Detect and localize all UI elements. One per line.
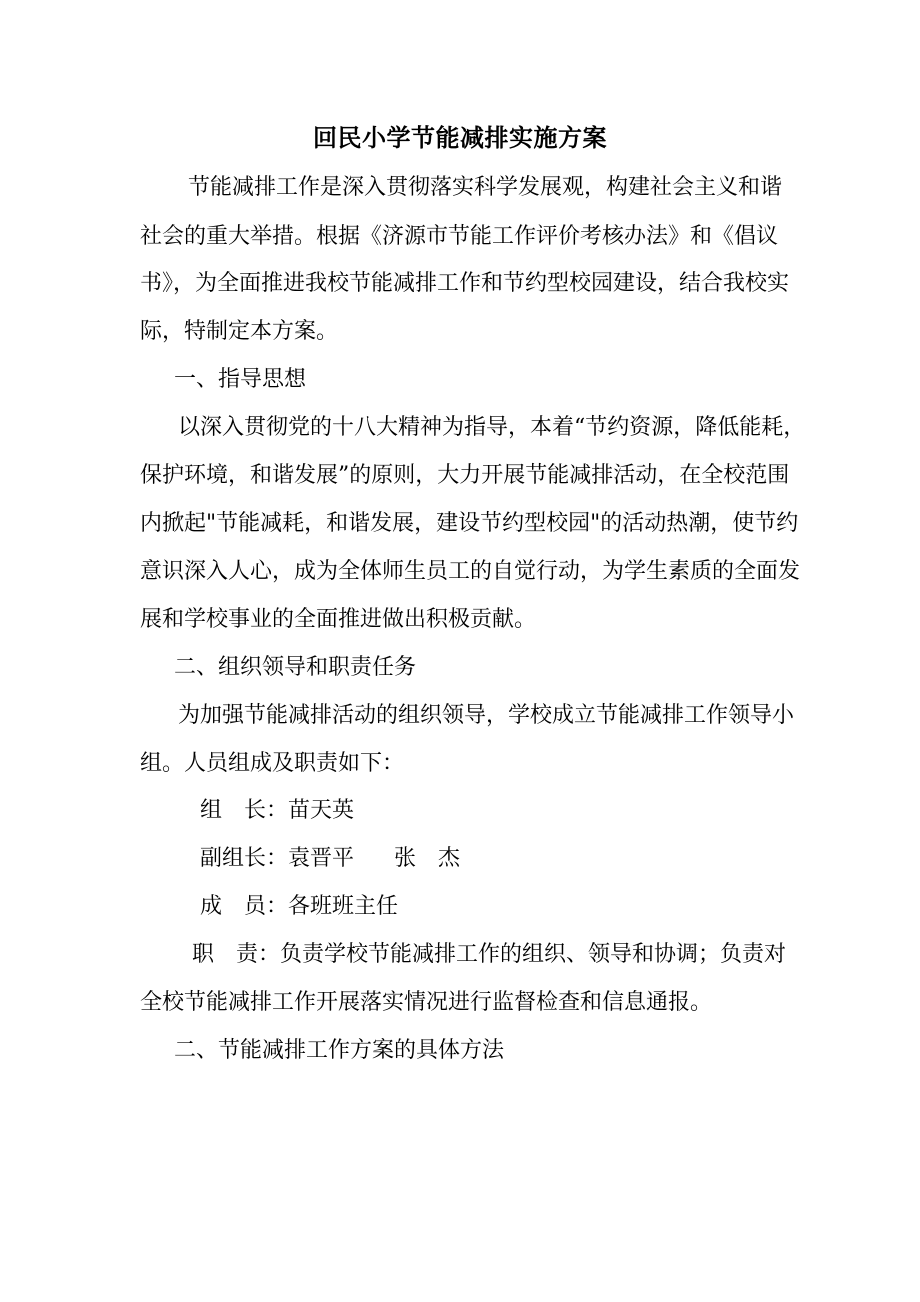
section1-line-3: 内掀起"节能减耗，和谐发展，建设节约型校园"的活动热潮，使节约 — [140, 511, 799, 536]
section1-line-2: 保护环境，和谐发展”的原则，大力开展节能减排活动，在全校范围 — [140, 463, 790, 488]
member-row — [200, 893, 398, 921]
intro-line-1: 节能减排工作是深入贯彻落实科学发展观，构建社会主义和谐 — [188, 175, 783, 200]
deputy-row — [200, 845, 460, 873]
section1-heading: 一、指导思想 — [174, 367, 307, 392]
section1-line-4: 意识深入人心，成为全体师生员工的自觉行动，为学生素质的全面发 — [140, 559, 801, 584]
deputy-label: 副组长： — [200, 846, 289, 871]
section2-line-1: 为加强节能减排活动的组织领导，学校成立节能减排工作领导小 — [178, 703, 795, 728]
duty-line-2: 全校节能减排工作开展落实情况进行监督检查和信息通报。 — [140, 990, 713, 1015]
duty-line-1: 职 责：负责学校节能减排工作的组织、领导和协调；负责对 — [192, 942, 787, 967]
intro-line-4: 际，特制定本方案。 — [140, 319, 339, 344]
leader-label: 组 长： — [200, 798, 289, 823]
document-title: 回民小学节能减排实施方案 — [313, 123, 607, 152]
section2-heading: 二、组织领导和职责任务 — [174, 655, 417, 680]
leader-row — [200, 797, 354, 825]
section1-line-5: 展和学校事业的全面推进做出积极贡献。 — [140, 607, 537, 632]
deputy-name-1: 袁晋平 — [288, 846, 355, 871]
intro-line-2: 社会的重大举措。根据《济源市节能工作评价考核办法》和《倡议 — [140, 224, 779, 249]
intro-line-3: 书》，为全面推进我校节能减排工作和节约型校园建设，结合我校实 — [140, 271, 790, 296]
section3-heading: 二、节能减排工作方案的具体方法 — [174, 1038, 505, 1063]
member-label: 成 员： — [200, 894, 289, 919]
deputy-name-2: 张 杰 — [394, 846, 461, 871]
leader-name: 苗天英 — [288, 798, 355, 823]
section1-line-1: 以深入贯彻党的十八大精神为指导，本着“节约资源，降低能耗， — [178, 415, 806, 440]
member-name: 各班班主任 — [288, 894, 399, 919]
section2-line-2: 组。人员组成及职责如下： — [140, 751, 405, 776]
